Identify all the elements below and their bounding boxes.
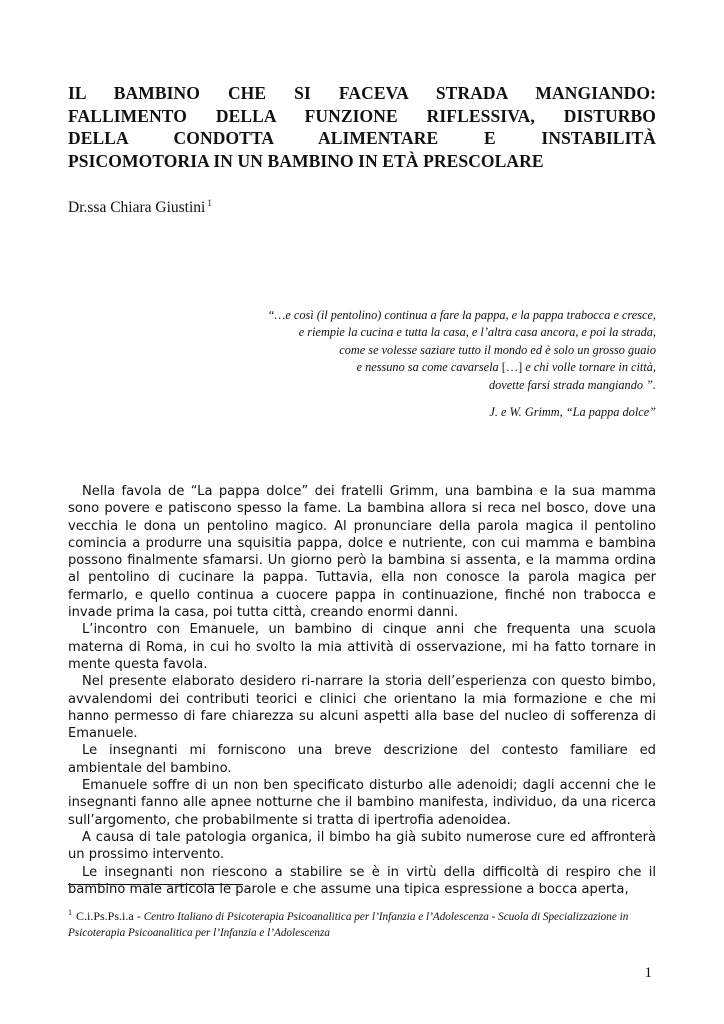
title-line-2: FALLIMENTO DELLA FUNZIONE RIFLESSIVA, DISTURBO bbox=[68, 105, 656, 126]
title-line-3: DELLA CONDOTTA ALIMENTARE E INSTABILITÀ bbox=[68, 128, 656, 148]
footnote-description: Centro Italiano di Psicoterapia Psicoanalitica per l’Infanzia e l’Adolescenza - Scuola di Specializzazione in Psicoterapia Psicoanalitica per l’Infanzia e l’Adolescenza bbox=[68, 911, 629, 939]
epigraph-line-4-end: e chi volle tornare in città, bbox=[525, 360, 656, 375]
paper-title bbox=[68, 82, 656, 172]
footnote-divider bbox=[68, 884, 243, 885]
epigraph-line-2: e riempie la cucina e tutta la casa, e l’altra casa ancora, e poi la strada, bbox=[298, 325, 656, 340]
body-paragraph: Le insegnanti mi forniscono una breve descrizione del contesto familiare ed ambientale del bambino. bbox=[68, 743, 656, 776]
epigraph-line-3: come se volesse saziare tutto il mondo ed è solo un grosso guaio bbox=[339, 342, 656, 357]
body-paragraph: Le insegnanti non riescono a stabilire se è in virtù della difficoltà di respiro che il bambino male articola le parole e che assume una tipica espressione a bocca aperta, bbox=[68, 864, 656, 897]
epigraph-line-4 bbox=[236, 359, 656, 376]
epigraph-line-1: “…e così (il pentolino) continua a fare la pappa, e la pappa trabocca e cresce, bbox=[267, 308, 656, 322]
epigraph-line-4-start: e nessuno sa come cavarsela bbox=[356, 360, 499, 375]
epigraph-attribution: J. e W. Grimm, “La pappa dolce” bbox=[489, 405, 656, 419]
body-paragraph: Nel presente elaborato desidero ri-narrare la storia dell’esperienza con questo bimbo, avvalendomi dei contributi teorici e clinici che orientano la mia formazione e che mi hanno permesso di fare chiarezza su alcuni aspetti alla base del nucleo di sofferenza di Emanuele. bbox=[68, 674, 656, 742]
body-paragraph: Nella favola de “La pappa dolce” dei fratelli Grimm, una bambina e la sua mamma sono povere e patiscono spesso la fame. La bambina allora si reca nel bosco, dove una vecchia le dona un pentolino magico. Al pronunciare della parola magica il pentolino comincia a produrre una squisitia pappa, dolce e nutriente, con cui mamma e bambina possono finalmente sfamarsi. Un giorno però la bambina si assenta, e la mamma ordina al pentolino di cucinare la pappa. Tuttavia, ella non conosce la parola magica per fermarlo, e quello continua a cuocere pappa in continuazione, finché non trabocca e invade prima la casa, poi tutta città, creando enormi danni. bbox=[68, 484, 656, 621]
page-number: 1 bbox=[644, 965, 652, 981]
epigraph bbox=[236, 307, 656, 394]
footnote-separator: - bbox=[133, 909, 144, 923]
footnote bbox=[68, 905, 658, 941]
footnote-organization: C.i.Ps.Ps.i.a bbox=[76, 909, 134, 923]
author-name: Dr.ssa Chiara Giustini bbox=[68, 199, 206, 216]
body-paragraph: Emanuele soffre di un non ben specificato disturbo alle adenoidi; dagli accenni che le insegnanti fanno alle apnee notturne che il bambino manifesta, individuo, da una ricerca sull’argomento, che probabilmente si tratta di ipertrofia adenoidea. bbox=[68, 778, 656, 828]
body-text bbox=[68, 483, 656, 898]
author-line bbox=[68, 193, 212, 218]
footnote-number: 1 bbox=[68, 908, 72, 917]
body-paragraph: L’incontro con Emanuele, un bambino di cinque anni che frequenta una scuola materna di Roma, in cui ho svolto la mia attività di osservazione, mi ha fatto tornare in mente questa favola. bbox=[68, 622, 656, 672]
body-paragraph: A causa di tale patologia organica, il bimbo ha già subito numerose cure ed affronterà un prossimo intervento. bbox=[68, 829, 656, 863]
title-line-1: IL BAMBINO CHE SI FACEVA STRADA MANGIANDO: bbox=[68, 83, 656, 103]
epigraph-line-5: dovette farsi strada mangiando ”. bbox=[488, 377, 656, 392]
title-line-4: PSICOMOTORIA IN UN BAMBINO IN ETÀ PRESCOLARE bbox=[68, 150, 544, 171]
author-footnote-ref[interactable]: 1 bbox=[207, 198, 212, 208]
epigraph-ellipsis: […] bbox=[501, 360, 523, 375]
